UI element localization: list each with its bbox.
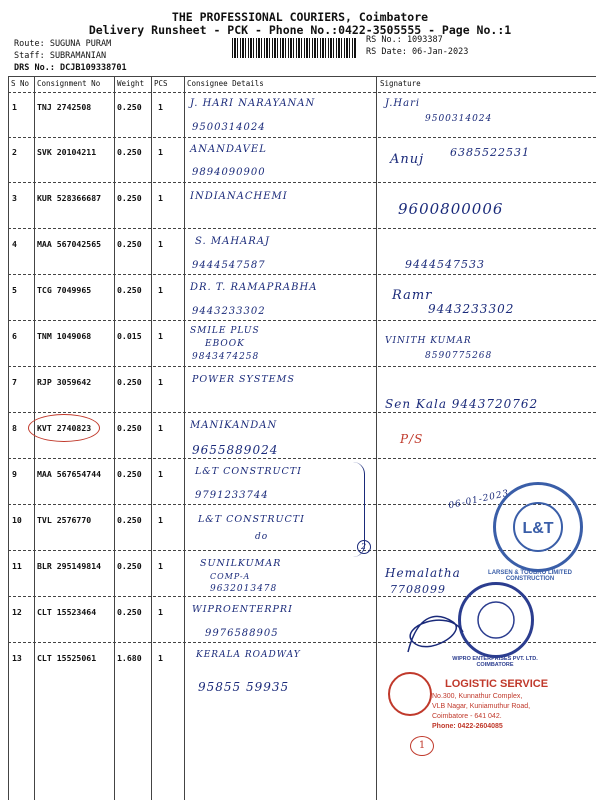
row-sno: 7 [12, 377, 17, 387]
row-consignment: TVL 2576770 [37, 515, 92, 525]
row-pcs: 1 [158, 239, 163, 249]
row-pcs: 1 [158, 423, 163, 433]
row-sno: 9 [12, 469, 17, 479]
row-divider [8, 412, 596, 413]
consignee-name: INDIANACHEMI [190, 191, 288, 202]
row-divider [8, 274, 596, 275]
row-weight: 0.250 [117, 469, 142, 479]
consignee-phone: 9976588905 [205, 628, 279, 639]
row-consignment: MAA 567042565 [37, 239, 102, 249]
consignee-phone: 9655889024 [192, 443, 279, 457]
row-pcs: 1 [158, 147, 163, 157]
row-weight: 0.250 [117, 423, 142, 433]
consignee-name: POWER SYSTEMS [192, 374, 295, 385]
row-consignment: TNJ 2742508 [37, 102, 92, 112]
consignee-name: KERALA ROADWAY [196, 650, 301, 660]
row-divider [8, 366, 596, 367]
row-weight: 1.680 [117, 653, 142, 663]
row-pcs: 1 [158, 285, 163, 295]
signature-phone: 8590775268 [425, 351, 493, 361]
row-divider [8, 137, 596, 138]
consignee-name: WIPROENTERPRI [192, 604, 293, 615]
rs-date: RS Date: 06-Jan-2023 [366, 47, 469, 57]
signature-phone: 7708099 [390, 583, 446, 596]
consignee-phone: 9444547587 [192, 260, 266, 271]
col-header-pcs: PCS [154, 79, 168, 88]
logistic-phone: Phone: 0422-2604085 [432, 723, 503, 730]
row-sno: 11 [12, 561, 22, 571]
logistic-address-3: Coimbatore - 641 042. [432, 713, 502, 720]
lt-stamp-text: LARSEN & TOUBRO LIMITED CONSTRUCTION [488, 570, 572, 582]
row-divider [8, 458, 596, 459]
signature-phone: 9500314024 [425, 114, 493, 124]
signature-phone: 9444547533 [405, 258, 485, 271]
circled-count: 1 [410, 736, 434, 756]
consignee-name: L&T CONSTRUCTI [195, 466, 302, 477]
row-weight: 0.250 [117, 147, 142, 157]
row-sno: 4 [12, 239, 17, 249]
consignee-name: SUNILKUMAR [200, 558, 282, 569]
row-weight: 0.250 [117, 377, 142, 387]
logistic-logo-icon [388, 672, 432, 716]
row-sno: 5 [12, 285, 17, 295]
row-consignment: KVT 2740823 [37, 423, 92, 433]
signature-phone: 9443233302 [428, 302, 515, 316]
logistic-address-1: No.300, Kunnathur Complex, [432, 693, 523, 700]
col-divider [8, 76, 9, 800]
wipro-stamp-text: WIPRO ENTERPRISES PVT. LTD. COIMBATORE [452, 656, 538, 668]
col-divider [184, 76, 185, 800]
consignee-name: L&T CONSTRUCTI [198, 514, 305, 525]
row-sno: 12 [12, 607, 22, 617]
staff-label: Staff: SUBRAMANIAN [14, 51, 107, 61]
consignee-phone: 95855 59935 [198, 680, 290, 694]
row-consignment: KUR 528366687 [37, 193, 102, 203]
consignee-name: S. MAHARAJ [195, 236, 271, 247]
row-weight: 0.250 [117, 561, 142, 571]
wipro-stamp [458, 582, 534, 658]
consignee-name-line2: EBOOK [205, 339, 245, 349]
signature: Hemalatha [385, 566, 461, 580]
wipro-seal-icon [461, 585, 531, 655]
rs-number: RS No.: 1093387 [366, 35, 443, 45]
scribble-signature-icon [398, 602, 468, 662]
consignee-name: MANIKANDAN [190, 420, 278, 431]
row-pcs: 1 [158, 331, 163, 341]
col-divider [114, 76, 115, 800]
logistic-address-2: VLB Nagar, Kuniamuthur Road, [432, 703, 531, 710]
signature: VINITH KUMAR [385, 336, 472, 346]
signature: Sen Kala 9443720762 [385, 397, 539, 411]
table-top-border [8, 76, 596, 77]
row-pcs: 1 [158, 515, 163, 525]
consignee-name-line2: COMP-A [210, 572, 251, 581]
row-pcs: 1 [158, 193, 163, 203]
svg-text:L&T: L&T [522, 520, 554, 537]
col-header-sno: S No [11, 79, 30, 88]
row-weight: 0.250 [117, 102, 142, 112]
drs-number: DRS No.: DCJB109338701 [14, 63, 127, 73]
row-weight: 0.250 [117, 515, 142, 525]
consignee-name: J. HARI NARAYANAN [190, 98, 316, 109]
row-divider [8, 182, 596, 183]
row-weight: 0.250 [117, 193, 142, 203]
row-consignment: CLT 15525061 [37, 653, 97, 663]
consignee-name: ANANDAVEL [190, 144, 267, 155]
col-header-signature: Signature [380, 79, 421, 88]
col-header-consignment: Consignment No [37, 79, 101, 88]
runsheet-subtitle: Delivery Runsheet - PCK - Phone No.:0422-3505555 - Page No.:1 [88, 23, 512, 37]
consignee-name-line2: do [255, 532, 269, 542]
signature: P/S [400, 432, 424, 446]
row-weight: 0.250 [117, 607, 142, 617]
company-title: THE PROFESSIONAL COURIERS, Coimbatore [171, 10, 429, 24]
col-divider [34, 76, 35, 800]
signature: Ramr [392, 288, 433, 303]
row-sno: 1 [12, 102, 17, 112]
col-divider [376, 76, 377, 800]
row-pcs: 1 [158, 469, 163, 479]
barcode [232, 38, 357, 58]
consignee-phone: 9791233744 [195, 490, 269, 501]
lt-logo-icon [496, 485, 580, 569]
consignee-phone: 9843474258 [192, 352, 260, 362]
row-sno: 3 [12, 193, 17, 203]
row-weight: 0.250 [117, 239, 142, 249]
signature-phone: 6385522531 [450, 146, 530, 159]
row-divider [8, 228, 596, 229]
signature: Anuj [390, 152, 425, 167]
row-sno: 13 [12, 653, 22, 663]
col-divider [151, 76, 152, 800]
row-weight: 0.015 [117, 331, 142, 341]
header-divider [8, 92, 596, 93]
consignee-phone: 9443233302 [192, 306, 266, 317]
consignee-name: DR. T. RAMAPRABHA [190, 282, 318, 293]
consignee-phone: 9500314024 [192, 122, 266, 133]
row-pcs: 1 [158, 377, 163, 387]
row-consignment: RJP 3059642 [37, 377, 92, 387]
consignee-phone: 9894090900 [192, 167, 266, 178]
row-consignment: MAA 567654744 [37, 469, 102, 479]
row-consignment: CLT 15523464 [37, 607, 97, 617]
row-pcs: 1 [158, 607, 163, 617]
lt-construction-stamp [493, 482, 583, 572]
signature-date: 06-01-2023 [447, 488, 511, 512]
logistic-title: LOGISTIC SERVICE [445, 678, 549, 690]
signature: J.Hari [385, 98, 421, 109]
count-mark: 2 [357, 540, 371, 554]
row-consignment: BLR 295149814 [37, 561, 102, 571]
row-sno: 10 [12, 515, 22, 525]
row-consignment: TNM 1049068 [37, 331, 92, 341]
row-pcs: 1 [158, 653, 163, 663]
col-header-consignee: Consignee Details [187, 79, 264, 88]
row-sno: 8 [12, 423, 17, 433]
row-divider [8, 320, 596, 321]
consignee-name: SMILE PLUS [190, 326, 260, 336]
row-sno: 6 [12, 331, 17, 341]
signature-phone: 9600800006 [398, 200, 504, 218]
col-header-weight: Weight [117, 79, 145, 88]
row-consignment: SVK 20104211 [37, 147, 97, 157]
row-pcs: 1 [158, 102, 163, 112]
row-pcs: 1 [158, 561, 163, 571]
row-sno: 2 [12, 147, 17, 157]
consignee-phone: 9632013478 [210, 584, 278, 594]
row-weight: 0.250 [117, 285, 142, 295]
row-consignment: TCG 7049965 [37, 285, 92, 295]
route-label: Route: SUGUNA PURAM [14, 39, 112, 49]
